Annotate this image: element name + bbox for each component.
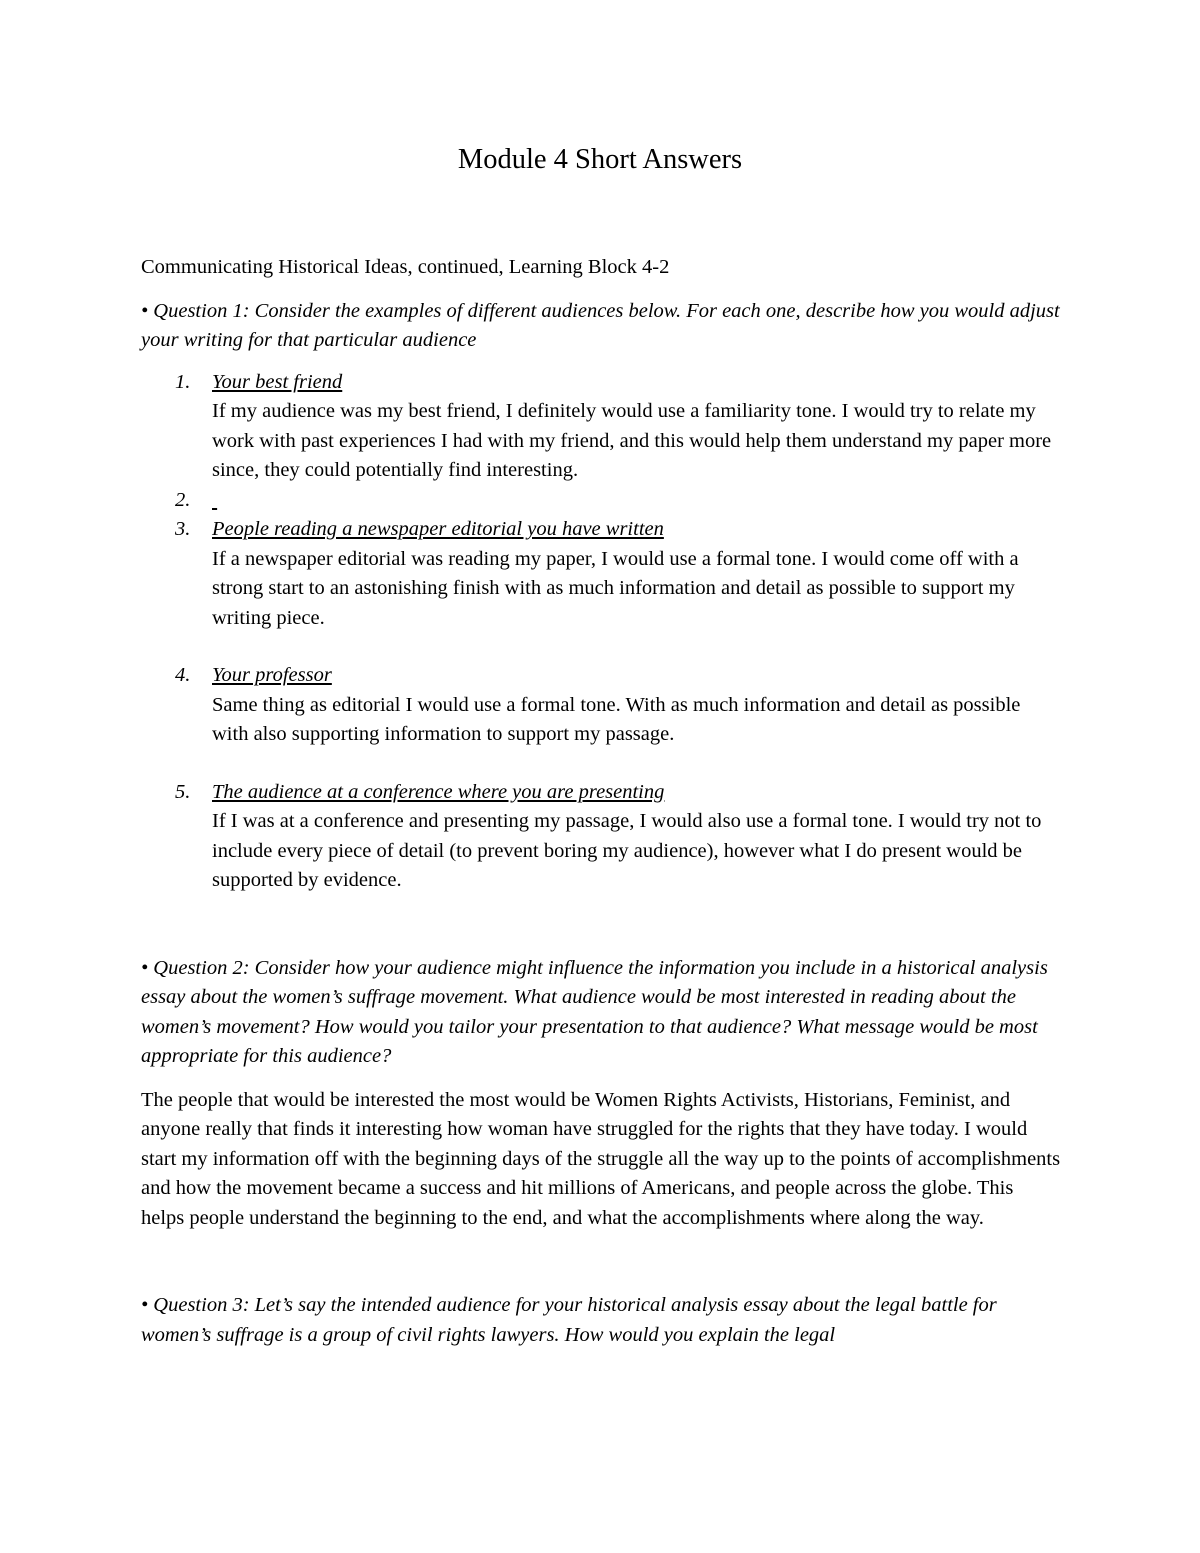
- list-item-number: 2.: [175, 488, 191, 511]
- list-item-label: The audience at a conference where you are presenting: [212, 780, 665, 803]
- question-2-answer: The people that would be interested the most would be Women Rights Activists, Historians, Feminist, and anyone really that finds it interesting how woman have struggled for the rights that they have today. I would start my information off with the beginning days of the struggle all the way up to the points of accomplishments and how the movement became a success and hit millions of Americans, and people across the globe. This helps people understand the beginning to the end, and what the accomplishments where along the way.: [141, 1088, 1061, 1229]
- list-item-number: 4.: [175, 664, 191, 686]
- list-item-number: 5.: [175, 780, 191, 803]
- list-item: [141, 661, 1061, 750]
- list-item: [141, 486, 1061, 516]
- section-subtitle: Communicating Historical Ideas, continued, Learning Block 4-2: [141, 256, 670, 278]
- page-title: Module 4 Short Answers: [457, 144, 743, 175]
- list-item-label: [212, 486, 1061, 516]
- audience-list: [141, 368, 1061, 896]
- list-item-answer: If a newspaper editorial was reading my paper, I would use a formal tone. I would come off with a strong start to an astonishing finish with as much information and detail as possible to support my writing piece.: [212, 547, 1019, 629]
- list-item: [141, 778, 1061, 896]
- question-2-prompt: • Question 2: Consider how your audience might influence the information you include in a historical analysis essay about the women’s suffrage movement. What audience would be most interested in reading about the women’s movement? How would you tailor your presentation to that audience? What message would be most appropriate for this audience?: [141, 956, 1048, 1067]
- list-item-label: Your professor: [212, 664, 332, 686]
- list-item-label: Your best friend: [212, 370, 343, 393]
- list-item: [141, 368, 1061, 486]
- question-3-prompt: • Question 3: Let’s say the intended audience for your historical analysis essay about the legal battle for women’s suffrage is a group of civil rights lawyers. How would you explain the legal: [141, 1294, 997, 1346]
- list-item-answer: If my audience was my best friend, I definitely would use a familiarity tone. I would try to relate my work with past experiences I had with my friend, and this would help them understand my paper more since, they could potentially find interesting.: [212, 400, 1052, 481]
- list-item-number: 3.: [175, 518, 191, 540]
- list-item-answer: Same thing as editorial I would use a formal tone. With as much information and detail as possible with also supporting information to support my passage.: [212, 693, 1021, 745]
- document-body: [141, 253, 1061, 1350]
- list-item-number: 1.: [175, 370, 191, 393]
- list-item-answer: If I was at a conference and presenting my passage, I would also use a formal tone. I would try not to include every piece of detail (to prevent boring my audience), however what I do present would be supported by evidence.: [212, 810, 1042, 891]
- list-item: [141, 515, 1061, 633]
- question-1-prompt: • Question 1: Consider the examples of different audiences below. For each one, describe how you would adjust your writing for that particular audience: [141, 299, 1060, 351]
- list-item-label: People reading a newspaper editorial you have written: [212, 518, 664, 540]
